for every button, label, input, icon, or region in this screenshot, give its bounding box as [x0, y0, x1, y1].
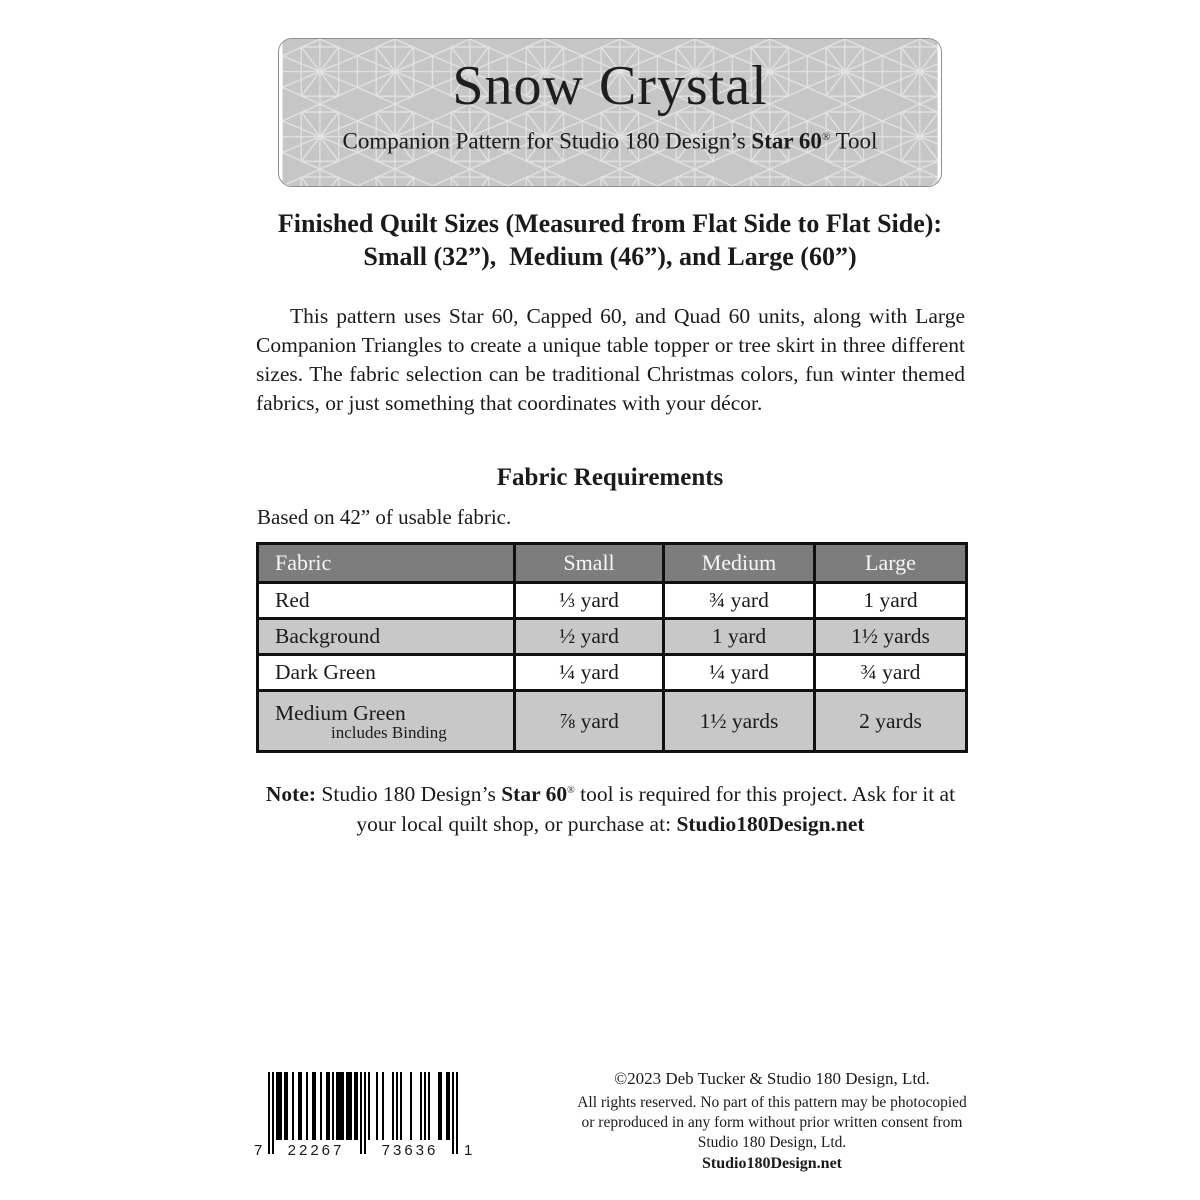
barcode-digit-left: 7	[254, 1142, 263, 1159]
rights-line: or reproduced in any form without prior written consent from	[581, 1114, 963, 1131]
table-row	[258, 619, 967, 655]
barcode-digit-group2: 73636	[372, 1142, 448, 1160]
large-value-cell: ¾ yard	[815, 655, 967, 691]
upc-barcode	[254, 1072, 478, 1164]
subtitle-text: Companion Pattern for Studio 180 Design’s	[342, 128, 752, 154]
registered-mark: ®	[821, 131, 831, 143]
sizes-heading-line1: Finished Quilt Sizes (Measured from Flat Side to Flat Side):	[277, 209, 943, 238]
footer-website: Studio180Design.net	[701, 1155, 843, 1172]
rights-line: Studio 180 Design, Ltd.	[697, 1134, 847, 1151]
subtitle-suffix: Tool	[830, 128, 878, 154]
table-header-row	[258, 544, 967, 583]
table-row	[258, 655, 967, 691]
note-tool-name: Star 60	[501, 782, 568, 807]
large-value-cell: 2 yards	[815, 691, 967, 752]
finished-sizes-heading	[235, 207, 985, 273]
fabric-name: Medium Green	[275, 700, 406, 725]
fabric-name-cell	[258, 691, 515, 752]
copyright-block	[572, 1068, 972, 1174]
note-text: tool is required for this project. Ask for it at your local quilt shop, or purchase at:	[356, 782, 956, 837]
large-value-cell: 1½ yards	[815, 619, 967, 655]
column-header-large: Large	[815, 544, 967, 583]
usable-fabric-note: Based on 42” of usable fabric.	[257, 505, 512, 529]
barcode-digit-group1: 22267	[278, 1142, 354, 1160]
column-header-medium: Medium	[664, 544, 815, 583]
fabric-name-cell: Background	[258, 619, 515, 655]
note-website: Studio180Design.net	[676, 812, 865, 837]
barcode-digit-right: 1	[464, 1142, 473, 1159]
pattern-subtitle	[279, 123, 941, 156]
medium-value-cell: ¼ yard	[664, 655, 815, 691]
fabric-requirements-heading: Fabric Requirements	[496, 464, 724, 491]
medium-value-cell: 1½ yards	[664, 691, 815, 752]
note-text: Studio 180 Design’s	[316, 782, 502, 807]
small-value-cell: ⅓ yard	[515, 583, 664, 619]
note-label: Note:	[265, 782, 317, 807]
medium-value-cell: ¾ yard	[664, 583, 815, 619]
fabric-name-cell: Dark Green	[258, 655, 515, 691]
column-header-fabric: Fabric	[258, 544, 515, 583]
registered-mark: ®	[567, 785, 575, 796]
fabric-name-cell: Red	[258, 583, 515, 619]
copyright-line: ©2023 Deb Tucker & Studio 180 Design, Ltd.	[614, 1069, 930, 1088]
fabric-requirements-table	[256, 542, 968, 753]
column-header-small: Small	[515, 544, 664, 583]
medium-value-cell: 1 yard	[664, 619, 815, 655]
large-value-cell: 1 yard	[815, 583, 967, 619]
table-row	[258, 583, 967, 619]
table-row	[258, 691, 967, 752]
pattern-title: Snow Crystal	[452, 55, 768, 117]
rights-line: All rights reserved. No part of this pattern may be photocopied	[577, 1094, 967, 1111]
small-value-cell: ¼ yard	[515, 655, 664, 691]
tool-required-note	[250, 776, 971, 839]
title-banner	[278, 38, 942, 187]
fabric-name-subnote: includes Binding	[331, 722, 447, 742]
small-value-cell: ½ yard	[515, 619, 664, 655]
intro-paragraph: This pattern uses Star 60, Capped 60, and Quad 60 units, along with Large Companion Triangles to create a unique table topper or tree skirt in three different sizes. The fabric selection can be traditional Christmas colors, fun winter themed fabrics, or just something that coordinates with your décor.	[256, 304, 965, 415]
subtitle-tool-name: Star 60	[751, 128, 822, 154]
small-value-cell: ⅞ yard	[515, 691, 664, 752]
sizes-heading-line2: Small (32”), Medium (46”), and Large (60”)	[363, 242, 857, 271]
